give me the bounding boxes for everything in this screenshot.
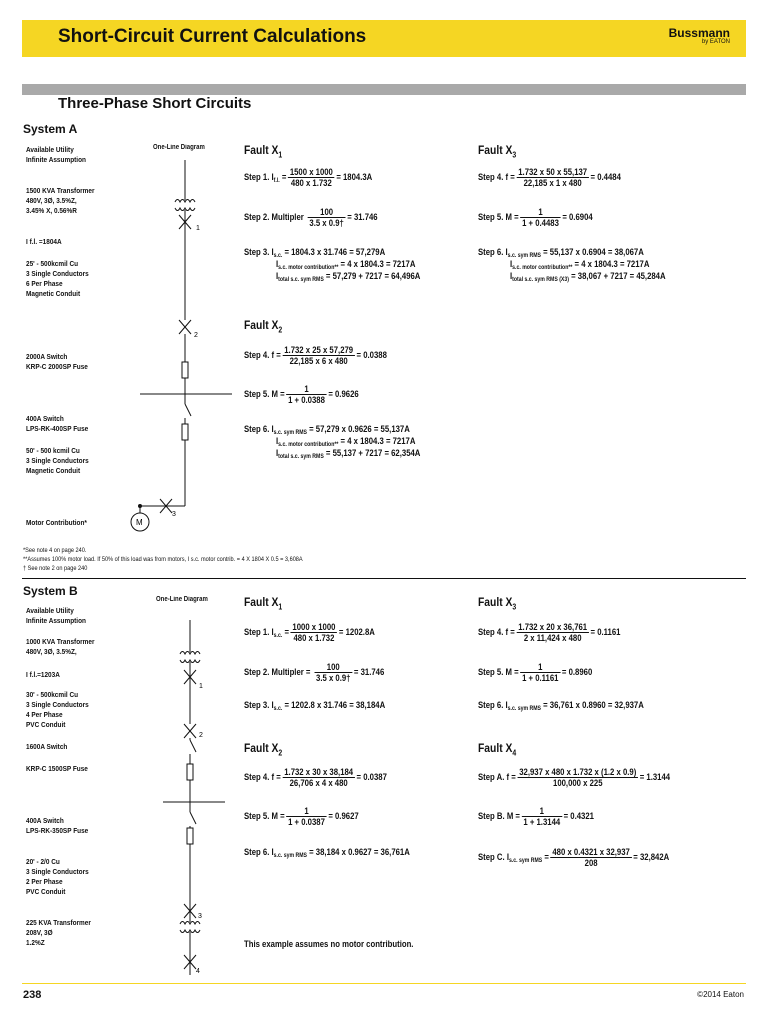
system-b-x4-step-b: Step B. M = $\frac{1}{1 + 1.3144}$ = 0.4321 [478,806,594,827]
system-a-footnote-1: *See note 4 on page 240. [23,547,87,554]
brand-by: by EATON [701,39,730,45]
system-a-note-switch-2000: 2000A Switch KRP-C 2000SP Fuse [26,352,88,371]
page-title: Short-Circuit Current Calculations [58,26,367,47]
system-a-diagram-label-3: 3 [172,511,176,518]
system-b-x1-step3: Step 3. $I_{s.c.} = 1202.8$ x 31.746 = 38,184A [244,700,386,712]
system-a-footnote-2: **Assumes 100% motor load. If 50% of this load was from motors, I s.c. motor contrib. = 4 X 1804 X 0.5 = 3,608A [23,556,303,563]
system-b-label: System B [23,584,78,598]
system-a-x1-step3-motor: $I_{s.c. motor contribution**} = 4$ x 1804.3 = 7217A [276,259,416,271]
system-a-x3-step6: Step 6. $I_{s.c. sym RMS} = 55,137$ x 0.6904 = 38,067A [478,247,644,259]
system-b-note-utility: Available Utility Infinite Assumption [26,606,86,625]
system-a-x2-step6-total: $I_{total s.c. sym RMS} = 55,137 + 7217 = 62,354A$ [276,448,421,460]
system-b-x4-step-c: Step C. $I_{s.c. sym RMS}$ = $\frac{480 x 0.4321 x 32,937}{208}$ = 32,842A [478,847,670,868]
system-b-diagram-label-2: 2 [199,732,203,739]
system-a-diagram-label-2: 2 [194,332,198,339]
system-b-diagram-title: One-Line Diagram [156,596,208,603]
system-a-x3-step6-motor: $I_{s.c. motor contribution**} = 4$ x 1804.3 = 7217A [510,259,650,271]
system-a-note-transformer: 1500 KVA Transformer 480V, 3Ø, 3.5%Z, 3.45% X, 0.56%R [26,186,95,215]
system-a-x2-step6-motor: $I_{s.c. motor contribution**} = 4$ x 1804.3 = 7217A [276,436,416,448]
system-b-note-switch-400: 400A Switch LPS-RK-350SP Fuse [26,816,89,835]
system-a-x3-step5: Step 5. M = $\frac{1}{1 + 0.4483}$ = 0.6904 [478,207,593,228]
system-b-x2-step4: Step 4. f = $\frac{1.732 x 30 x 38,184}{26,706 x 4 x 480}$ = 0.0387 [244,767,387,788]
system-a-note-switch-400: 400A Switch LPS-RK-400SP Fuse [26,414,89,433]
system-b-note-fuse-1500: KRP-C 1500SP Fuse [26,764,88,773]
system-a-x2-step4: Step 4. f = $\frac{1.732 x 25 x 57,279}{22,185 x 6 x 480}$ = 0.0388 [244,345,387,366]
system-b-fault-x3-title: Fault $X_3$ [478,595,517,612]
system-b-x4-step-a: Step A. f = $\frac{32,937 x 480 x 1.732 x (1.2 x 0.9)}{100,000 x 225}$ = 1.3144 [478,767,671,788]
brand-name: Bussmann [668,26,730,40]
system-a-x2-step5: Step 5. M = $\frac{1}{1 + 0.0388}$ = 0.9626 [244,384,359,405]
system-b-note-conductors-20: 20' - 2/0 Cu 3 Single Conductors 2 Per Phase PVC Conduit [26,857,89,896]
system-b-diagram-label-3: 3 [198,913,202,920]
system-b-note-transformer: 1000 KVA Transformer 480V, 3Ø, 3.5%Z, [26,637,95,656]
system-a-diagram-label-m: M [136,518,143,527]
system-a-x3-step6-total: $I_{total s.c. sym RMS (X3)} = 38,067 + 7217 = 45,284A$ [510,271,666,283]
footer-rule [22,983,746,984]
system-b-fault-x4-title: Fault $X_4$ [478,741,517,758]
system-a-fault-x2-title: Fault $X_2$ [244,318,283,335]
system-b-x3-step5: Step 5. M = $\frac{1}{1 + 0.1161}$ = 0.8960 [478,662,593,683]
system-b-note-ifl: I f.l.=1203A [26,670,60,679]
system-a-label: System A [23,122,78,136]
system-b-note-switch-1600: 1600A Switch [26,742,68,751]
system-a-x1-step3-total: $I_{total s.c. sym RMS} = 57,279 + 7217 = 64,496A$ [276,271,421,283]
page-number: 238 [23,989,42,1001]
system-b-fault-x2-title: Fault $X_2$ [244,741,283,758]
system-a-diagram-label-1: 1 [196,225,200,232]
system-a-note-ifl: I f.l. =1804A [26,237,62,246]
system-b-x1-step2: Step 2. Multipler = $\frac{100}{3.5 x 0.9\dagger}$ = 31.746 [244,662,385,683]
system-a-fault-x3-title: Fault $X_3$ [478,143,517,160]
system-b-diagram-label-1: 1 [199,683,203,690]
system-a-x2-step6: Step 6. $I_{s.c. sym RMS} = 57,279$ x 0.9626 = 55,137A [244,424,410,436]
system-a-x3-step4: Step 4. f = $\frac{1.732 x 50 x 55,137}{22,185 x 1 x 480}$ = 0.4484 [478,167,621,188]
copyright: ©2014 Eaton [697,990,744,999]
system-a-x1-step1: Step 1. $I_{f.l.}$ = $\frac{1500 x 1000}{480 x 1.732}$ = 1804.3A [244,167,373,188]
system-a-x1-step2: Step 2. Multipler $\frac{100}{3.5 x 0.9\dagger}$ = 31.746 [244,207,378,228]
system-a-note-conductors-50: 50' - 500 kcmil Cu 3 Single Conductors Magnetic Conduit [26,446,89,475]
system-b-note-transformer-225: 225 KVA Transformer 208V, 3Ø 1.2%Z [26,918,91,947]
system-b-x2-step6: Step 6. $I_{s.c. sym RMS} = 38,184$ x 0.9627 = 36,761A [244,847,410,859]
system-b-x3-step6: Step 6. $I_{s.c. sym RMS} = 36,761$ x 0.8960 = 32,937A [478,700,644,712]
system-b-note-conductors: 30' - 500kcmil Cu 3 Single Conductors 4 Per Phase PVC Conduit [26,690,89,729]
system-b-x3-step4: Step 4. f = $\frac{1.732 x 20 x 36,761}{2 x 11,424 x 480}$ = 0.1161 [478,622,621,643]
system-a-x1-step3: Step 3. $I_{s.c.} = 1804.3$ x 31.746 = 57,279A [244,247,386,259]
section-title: Three-Phase Short Circuits [58,95,252,112]
system-b-diagram-label-4: 4 [196,968,200,975]
system-a-fault-x1-title: Fault $X_1$ [244,143,283,160]
system-b-x2-step5: Step 5. M = $\frac{1}{1 + 0.0387}$ = 0.9627 [244,806,359,827]
system-a-note-conductors: 25' - 500kcmil Cu 3 Single Conductors 6 Per Phase Magnetic Conduit [26,259,89,298]
system-b-x1-step1: Step 1. $I_{s.c.}$ = $\frac{1000 x 1000}{480 x 1.732}$ = 1202.8A [244,622,375,643]
system-a-footnote-3: † See note 2 on page 240 [23,565,88,572]
system-a-note-motor: Motor Contribution* [26,518,87,527]
system-a-note-utility: Available Utility Infinite Assumption [26,145,86,164]
system-b-fault-x1-title: Fault $X_1$ [244,595,283,612]
system-b-assumption: This example assumes no motor contribution. [244,939,414,949]
system-a-diagram-title: One-Line Diagram [153,144,205,151]
